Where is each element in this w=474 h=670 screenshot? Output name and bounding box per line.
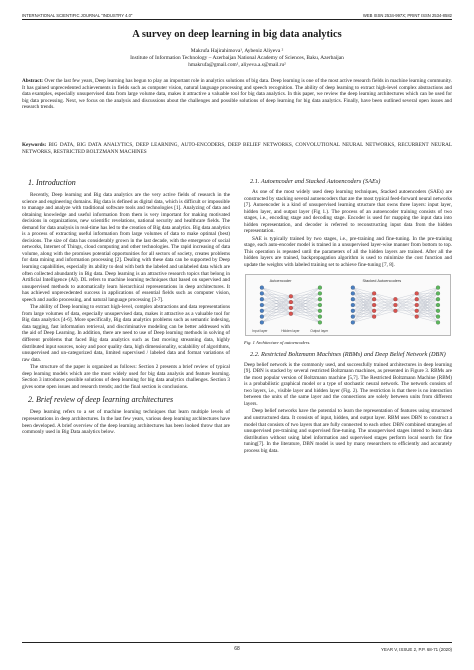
stacked-autoencoder-neuron xyxy=(351,320,355,324)
abstract xyxy=(22,78,452,111)
stacked-autoencoder-neuron xyxy=(372,308,376,312)
autoencoder-connection xyxy=(291,287,320,302)
stacked-autoencoder-connection xyxy=(417,287,438,316)
autoencoder-connection xyxy=(291,313,320,316)
keywords-label: Keywords: xyxy=(22,142,47,148)
keywords xyxy=(22,142,452,155)
stacked-autoencoder-neuron xyxy=(436,297,440,301)
autoencoder-neuron xyxy=(260,320,264,324)
stacked-autoencoder-neuron xyxy=(351,291,355,295)
autoencoder-connection xyxy=(262,293,291,296)
autoencoder-neuron xyxy=(260,297,264,301)
autoencoder-neuron xyxy=(318,308,322,312)
autoencoder-neuron xyxy=(318,303,322,307)
autoencoder-neuron xyxy=(318,291,322,295)
figure-label-stacked: Stacked Autoencoders xyxy=(362,277,402,283)
autoencoder-connection xyxy=(262,302,291,322)
figure-label-hidden: Hidden layer xyxy=(281,328,300,333)
page-number: 68 xyxy=(234,646,240,652)
intro-paragraph-1: Recently, Deep learning and Big data analytics are the very active fields of research in the science and engineering domains. Big data is defined as digital data, which is difficult or impossible to manage and analyze with traditional software tools and technologies [1]. Analyzing of data and obtaining knowledge and useful information from them is very important for making motivated decisions in organizations, new scientific revelations, national security and healthcare fields. The demand for data analysis in real-time has led to the creation of Big data analytics. Big data analytics is a process of extracting useful information from large volumes of data to make optimal (best) decisions. The size of data has considerably grown in the last decade, with the emergence of social networks, Internet of Things, cloud computing and other technologies. The rapid increasing of data volume, along with the promises potential opportunities for all sectors of society, creates problems for data mining and information processing [2]. Dealing with these data can be supported by Deep learning capabilities, especially its ability to deal with both the labeled and unlabeled data which are often collected abundantly in Big data. Deep learning is an attractive research topics that belong in Artificial Intelligence (AI). DL refers to machine learning techniques that based on supervised and unsupervised methods to automatically learn hierarchical representations in deep architectures. It has achieved unprecedented success in applications of essential fields such as computer vision, speech and audio processing, and natural language processing [3-7]. xyxy=(22,192,231,303)
stacked-autoencoder-neuron xyxy=(436,303,440,307)
autoencoder-neuron xyxy=(260,285,264,289)
autoencoder-neuron xyxy=(289,311,293,315)
autoencoder-neuron xyxy=(289,294,293,298)
stacked-autoencoder-neuron xyxy=(436,314,440,318)
autoencoder-connection xyxy=(291,287,320,307)
paper-title: A survey on deep learning in big data analytics xyxy=(132,29,342,40)
keywords-text: BIG DATA, BIG DATA ANALYTICS, DEEP LEARNING, AUTO-ENCODERS, DEEP BELIEF NETWORKS, CONVOLUTIONAL NEURAL NETWORKS, RECURRENT NEURAL NETWORKS, RESTRICTED BOLTZMANN MACHINES xyxy=(22,142,452,155)
autoencoder-neuron xyxy=(260,291,264,295)
stacked-autoencoder-neuron xyxy=(415,297,419,301)
dbn-paragraph-2: Deep belief networks have the potential to learn the representation of features using structured and unstructured data. It consists of input, hidden, and output layer. RBM uses DBN to construct a model that consists of two layers that are fully connected to each other. DBN combined strategies of unsupervised pre-training and supervised fine-tuning. The unsupervised stages intend to learn data distribution without using label information and supervised stages perform local search for fine tuning[7]. In the literature, DBN model is used by many researchers to efficiently and accurately process big data. xyxy=(244,408,452,454)
autoencoder-neuron xyxy=(318,314,322,318)
stacked-autoencoder-connection xyxy=(374,299,395,316)
autoencoder-figure xyxy=(245,274,451,336)
autoencoder-connection xyxy=(262,296,291,299)
stacked-autoencoder-neuron xyxy=(436,285,440,289)
stacked-autoencoder-connection xyxy=(395,293,416,299)
year-issue: YEAR V, ISSUE 2, P.P. 68-71 (2020) xyxy=(381,647,452,652)
intro-paragraph-2: The ability of Deep learning to extract high-level, complex abstractions and data representations from large volumes of data, especially unsupervised data, makes it attractive as a valuable tool for Big data analytics [4-6]. More specifically, Big data analytics problems such as semantic indexing, data tagging, fast information retrieval, and discriminative modeling can be better addressed with the aid of Deep Learning. In addition, there are need to use of Deep learning methods in solving of different problems that faced Big data analytics such as fast moving streaming data, highly distributed input sources, noisy and poor quality data, high dimensionality, scalability of algorithms, unsupervised and un-categorized data, limited supervised / labeled data and format variations of raw data. xyxy=(22,304,230,363)
autoencoder-connection xyxy=(291,310,320,313)
stacked-autoencoder-neuron xyxy=(372,297,376,301)
autoencoder-connection xyxy=(291,287,320,313)
autoencoder-neuron xyxy=(289,300,293,304)
journal-name: INTERNATIONAL SCIENTIFIC JOURNAL "INDUSTRY 4.0" xyxy=(22,13,133,18)
author-block xyxy=(0,48,474,69)
stacked-autoencoder-neuron xyxy=(393,297,397,301)
sae-paragraph-1: As one of the most widely used deep learning techniques, Stacked autoencoders (SAEs) are constructed by stacking several autoencoders that are the most typical feed-forward neural networks [7]. Autoencoder is a kind of unsupervised learning structure that owns three layers: input layer, hidden layer, and output layer (Fig 1.). The process of an autoencoder training consists of two stages, i.e., encoding stage and decoding stage. Encoder is used for mapping the input data into hidden representation, and decoder is referred to reconstructing input data from the hidden representation. xyxy=(244,189,452,235)
intro-paragraph-3: The structure of the paper is organized as follows: Section 2 presents a brief review of typical deep learning models which are the most widely used for big data analysis and feature learning. Section 3 introduces possible solutions of deep learning for big data analytics challenges. Section 3 gives some open issues and research trends; and the final section is conclusions. xyxy=(22,364,230,390)
figure-label-autoencoder: Autoencoder xyxy=(269,277,292,283)
autoencoder-connection xyxy=(291,287,320,296)
dbn-paragraph-1: Deep belief network is the commonly used, and successfully trained architectures in deep learning [9]. DBN is stacked by several restricted Boltzmann machines, as presented in Figure 3. RBMs are the most popular version of Boltzmann machine [5,7]. The Restricted Boltzmann Machine (RBM) is a probabilistic graphical model or a type of stochastic neural network. The network consists of two layers, i.e., visible layer and hidden layer (Fig. 2). The restriction is that there is no interaction between the units of the same layer and the connections are solely between units from different layers. xyxy=(244,361,452,407)
stacked-autoencoder-neuron xyxy=(415,291,419,295)
section-1-title: 1. Introduction xyxy=(28,178,76,187)
sae-paragraph-2: SAE is typically trained by two stages, i.e., pre-training and fine-tuning. In the pre-training stage, each auto-encoder model is trained in a unsupervised layer-wise manner from bottom to top. This operation is repeated until the parameters of all the hidden layers are trained. After all the hidden layers are trained, backpropagation algorithm is used to minimize the cost function and update the weights with labeled training set to achieve fine-tuning [7, 8]. xyxy=(244,235,452,269)
author-names: Makrufa Hajirahimova¹, Aybeniz Aliyeva ² xyxy=(190,48,284,54)
autoencoder-neuron xyxy=(289,306,293,310)
autoencoder-connections xyxy=(262,287,320,322)
autoencoder-connection xyxy=(262,313,291,322)
autoencoder-neuron xyxy=(318,285,322,289)
journal-header xyxy=(22,9,452,18)
header-divider xyxy=(22,19,452,20)
author-emails: hmakrufa@gmail.com¹, aliyeva.a.s@mail.ru² xyxy=(188,62,286,68)
autoencoder-connection xyxy=(262,296,291,322)
figure-label-output: Output layer xyxy=(310,328,329,333)
right-column xyxy=(244,178,452,455)
stacked-autoencoder-neuron xyxy=(351,297,355,301)
figure-label-input: Input layer xyxy=(252,328,268,333)
autoencoder-connection xyxy=(262,307,291,322)
stacked-autoencoder-neuron xyxy=(351,314,355,318)
stacked-autoencoder-neuron xyxy=(351,285,355,289)
autoencoder-nodes xyxy=(260,285,322,324)
stacked-autoencoder-neuron xyxy=(351,308,355,312)
stacked-autoencoder-connection xyxy=(417,287,438,304)
stacked-autoencoder-connection xyxy=(395,293,416,310)
stacked-autoencoder-connection xyxy=(417,287,438,293)
stacked-autoencoder-connection xyxy=(353,293,374,322)
section-2-paragraph: Deep learning refers to a set of machine learning techniques that learn multiple levels of representations in deep architectures. In the last few years, various deep learning architectures have been developed. A brief overview of the deep learning architectures has been looked throw that are commonly used in Big Data analytics below. xyxy=(22,409,230,436)
subsection-2-1-title: 2.1. Autoencoder and Stacked Autoencoders (SAEs) xyxy=(250,178,381,185)
stacked-autoencoder-neuron xyxy=(415,303,419,307)
stacked-autoencoder-connection xyxy=(395,310,416,316)
stacked-autoencoder-neuron xyxy=(372,291,376,295)
stacked-autoencoder-connection xyxy=(417,316,438,322)
autoencoder-neuron xyxy=(260,303,264,307)
stacked-autoencoder-neuron xyxy=(351,303,355,307)
stacked-autoencoder-connection xyxy=(353,305,374,322)
stacked-autoencoder-neuron xyxy=(436,291,440,295)
autoencoder-connection xyxy=(262,296,291,311)
section-2-title: 2. Brief review of deep learning architectures xyxy=(28,395,174,405)
stacked-autoencoder-connection xyxy=(353,287,374,293)
stacked-autoencoder-neuron xyxy=(372,303,376,307)
stacked-autoencoder-connection xyxy=(353,316,374,322)
autoencoder-neuron xyxy=(260,308,264,312)
stacked-autoencoder-neuron xyxy=(415,314,419,318)
stacked-autoencoder-neuron xyxy=(372,314,376,318)
stacked-autoencoder-neuron xyxy=(415,308,419,312)
abstract-text: Over the last few years, Deep learning has begun to play an important role in analytics solutions of big data. Deep learning is one of the most active research fields in machine learning community. It has gained unprecedented achievements in fields such as computer vision, natural language processing and speech recognition. The ability of deep learning to extract high-level complex abstractions and data examples, especially unsupervised data from large volume data, makes it attractive a valuable tool for big data analytics. In this paper, we review the deep learning architectures which can be used for big data processing. Next, we focus on the analysis and discussions about the challenges and possible solutions of deep learning for big data analytics. Finally, have been outlined several open issues and research trends. xyxy=(22,78,452,111)
autoencoder-connection xyxy=(262,287,291,296)
stacked-autoencoder-neuron xyxy=(393,308,397,312)
subsection-2-2-title: 2.2. Restricted Boltzmann Machines (RBMs) and Deep Belief Network (DBN) xyxy=(250,350,446,358)
left-column xyxy=(22,178,230,437)
autoencoder-connection xyxy=(291,313,320,322)
abstract-label: Abstract: xyxy=(22,78,44,84)
footer-divider xyxy=(22,642,452,643)
journal-issn: WEB ISSN 2534-997X; PRINT ISSN 2534-8582 xyxy=(362,13,452,18)
stacked-autoencoder-connection xyxy=(374,310,395,316)
figure-1-caption: Fig. 1 Architecture of autoencoders. xyxy=(244,340,311,346)
stacked-autoencoder-neuron xyxy=(436,308,440,312)
autoencoder-connection xyxy=(291,299,320,314)
autoencoder-neuron xyxy=(260,314,264,318)
autoencoder-neuron xyxy=(318,297,322,301)
stacked-autoencoder-connection xyxy=(374,293,395,299)
stacked-autoencoder-neuron xyxy=(436,320,440,324)
autoencoder-connection xyxy=(262,296,291,316)
author-affiliation: Institute of Information Technology ‒ Azerbaijan National Academy of Sciences, Baku, Azerbaijan xyxy=(130,55,344,61)
autoencoder-neuron xyxy=(318,320,322,324)
stacked-autoencoder-neuron xyxy=(393,303,397,307)
autoencoder-connection xyxy=(291,293,320,313)
